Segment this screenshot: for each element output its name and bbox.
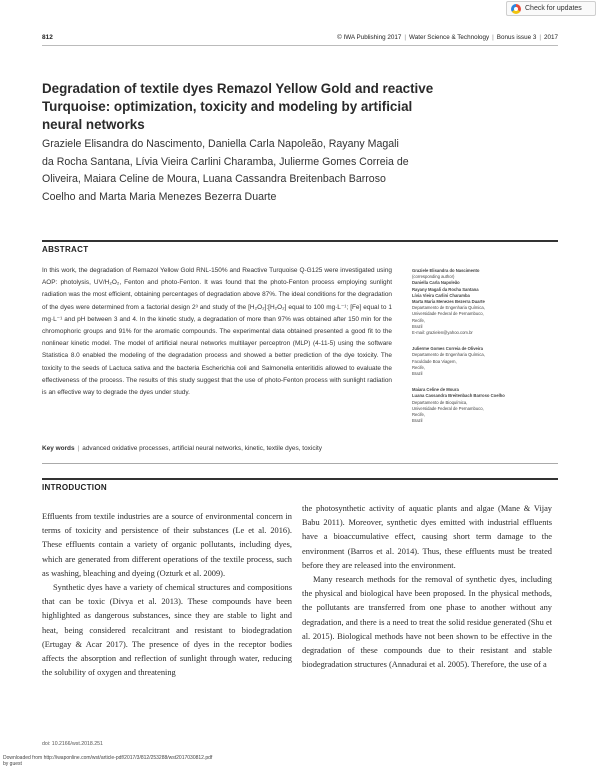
keywords-label: Key words — [42, 445, 75, 452]
affiliation-block — [412, 268, 562, 336]
check-updates-label: Check for updates — [525, 5, 582, 12]
affil-email[interactable]: E-mail: grazielen@yahoo.com.br — [412, 330, 473, 336]
affiliation-block — [412, 346, 562, 377]
paragraph: the photosynthetic activity of aquatic plants and algae (Mane & Vijay Babu 2011). Moreover, synthetic dyes emitted with industrial effluents have a bioaccumulative effect, causing short term damage to the environment (Barros et al. 2014). Thus, these effluents must be treated before they are released into the environment. — [302, 504, 552, 570]
affil-line: Departamento de Engenharia Química, — [412, 305, 485, 311]
abstract-text: In this work, the degradation of Remazol Yellow Gold RNL-150% and Reactive Turquoise Q-G125 were investigated using AOP: photolysis, UV/H₂O₂, Fenton and photo-Fenton. It was found that the photo-Fenton process employing sunlight radiation was the most efficient, obtaining percentages of degradation above 87%. The ideal conditions for the degradation of the dyes were determined from a factorial design 2³ and study of the [H₂O₂]:[H₂O₂] equal to 100 mg·L⁻¹; [Fe] equal to 1 mg·L⁻¹ and pH between 3 and 4. In the kinetic study, a degradation of more than 97% was obtained after 150 min for the chromophoric groups and 91% for the aromatic compounds. The experimental data obtained presented a good fit to the nonlinear kinetic model. The model of artificial neural networks multilayer perceptron (MLP) (4-11-5) using the software Statistica 8.0 enabled the modeling of the degradation process and showed a better prediction of the dye toxicity. The toxicity to the seeds of Lactuca sativa and the bacteria Escherichia coli and Salmonella enteritidis allowed to evaluate the effectiveness of the process. The results of this study suggest that the use of photo-Fenton process with sunlight radiation is an effective way to degrade the dyes under study. — [42, 267, 392, 397]
affil-line: Rayany Magali da Rocha Santana — [412, 286, 479, 292]
download-note — [3, 755, 212, 767]
abstract-end-divider — [42, 463, 558, 464]
paragraph: Many research methods for the removal of synthetic dyes, including the physical and biological have been proposed. In the physical methods, the pollutants are transferred from one phase to another without any degradation, and there is a need to treat the solid residue generated (Shu et al. 2015). Biological methods have not been shown to be effective in the degradation of these compounds due to their resistant and stable biodegradation structures (Annadurai et al. 2005). Therefore, the use of a — [302, 575, 552, 670]
affil-line: Maiara Celine de Moura — [412, 387, 459, 393]
page-number: 812 — [42, 34, 53, 41]
keywords-list: advanced oxidative processes, artificial neural networks, kinetic, textile dyes, toxicity — [82, 445, 322, 452]
affil-line: Faculdade Boa Viagem, — [412, 358, 457, 364]
download-guest: by guest — [3, 761, 22, 767]
header-divider — [42, 45, 558, 46]
journal-header: © IWA Publishing 2017 | Water Science & Technology | Bonus issue 3 | 2017 — [337, 34, 558, 41]
paragraph: Synthetic dyes have a variety of chemical structures and compositions that can be toxic (Divya et al. 2013). These compounds have been highlighted as dangerous substances, since they are stable to light and heat, being considered recalcitrant and resistant to biodegradation (Ertugay & Acar 2017). The presence of dyes in the receptor bodies affects the absorption and reflection of sunlight through water, reducing the solubility of oxygen and threatening — [42, 583, 292, 678]
affil-line: Departamento de Engenharia Química, — [412, 352, 485, 358]
issue-label: Bonus issue 3 — [496, 34, 537, 41]
check-for-updates-button[interactable] — [506, 1, 596, 16]
author-list: Graziele Elisandra do Nascimento, Daniella Carla Napoleão, Rayany Magali da Rocha Santana, Lívia Vieira Carlini Charamba, Julierme Gomes Correia de Oliveira, Maiara Celine de Moura, Luana Cassandra Breitenbach Barroso Coelho and Marta Maria Menezes Bezerra Duarte — [42, 138, 409, 203]
affil-line: (corresponding author) — [412, 274, 455, 280]
affil-line: Graziele Elisandra do Nascimento — [412, 268, 480, 273]
affil-line: Daniella Carla Napoleão — [412, 280, 460, 286]
affil-line: Luana Cassandra Breitenbach Barroso Coelho — [412, 393, 505, 399]
affil-line: Universidade Federal de Pernambuco, — [412, 311, 484, 317]
introduction-rule — [42, 478, 558, 480]
affil-line: Recife, — [412, 364, 426, 370]
affil-line: Recife, — [412, 412, 426, 418]
keywords-line: Key words | advanced oxidative processes, artificial neural networks, kinetic, textile dyes, toxicity — [42, 445, 322, 452]
paragraph: Effluents from textile industries are a source of environmental concern in terms of toxicity and persistence of their substances (Le et al. 2016). These effluents contain a variety of organic pollutants, including dyes, which are generated from different operations of the textile process, such as washing, bleaching and dyeing (Ozturk et al. 2009). — [42, 512, 292, 578]
affil-line: Brazil — [412, 371, 423, 377]
abstract-rule — [42, 240, 558, 242]
intro-left-column — [42, 510, 292, 680]
affil-line: Recife, — [412, 317, 426, 323]
affil-line: Marta Maria Menezes Bezerra Duarte — [412, 299, 485, 305]
year-label: 2017 — [543, 34, 558, 41]
journal-name: Water Science & Technology — [408, 34, 490, 41]
affil-line: Lívia Vieira Carlini Charamba — [412, 292, 470, 298]
intro-right-column — [302, 502, 552, 672]
doi-link[interactable]: doi: 10.2166/wst.2018.251 — [42, 741, 103, 747]
affiliations — [412, 268, 562, 434]
affil-line: Brazil — [412, 323, 423, 329]
publisher-note: © IWA Publishing 2017 — [337, 34, 402, 41]
affil-line: Universidade Federal de Pernambuco, — [412, 405, 484, 411]
abstract-heading: ABSTRACT — [42, 245, 89, 254]
introduction-heading: INTRODUCTION — [42, 483, 107, 492]
affiliation-block — [412, 387, 562, 424]
paper-title: Degradation of textile dyes Remazol Yellow Gold and reactive Turquoise: optimization, toxicity and modeling by artificial neural networks — [42, 81, 434, 132]
affil-line: Julierme Gomes Correia de Oliveira — [412, 346, 483, 352]
affil-line: Departamento de Bioquímica, — [412, 399, 468, 405]
download-url[interactable]: Downloaded from http://iwaponline.com/wst/article-pdf/2017/3/812/253288/wst2017030812.pdf — [3, 755, 213, 761]
affil-line: Brazil — [412, 418, 423, 424]
crossmark-icon — [511, 4, 521, 14]
